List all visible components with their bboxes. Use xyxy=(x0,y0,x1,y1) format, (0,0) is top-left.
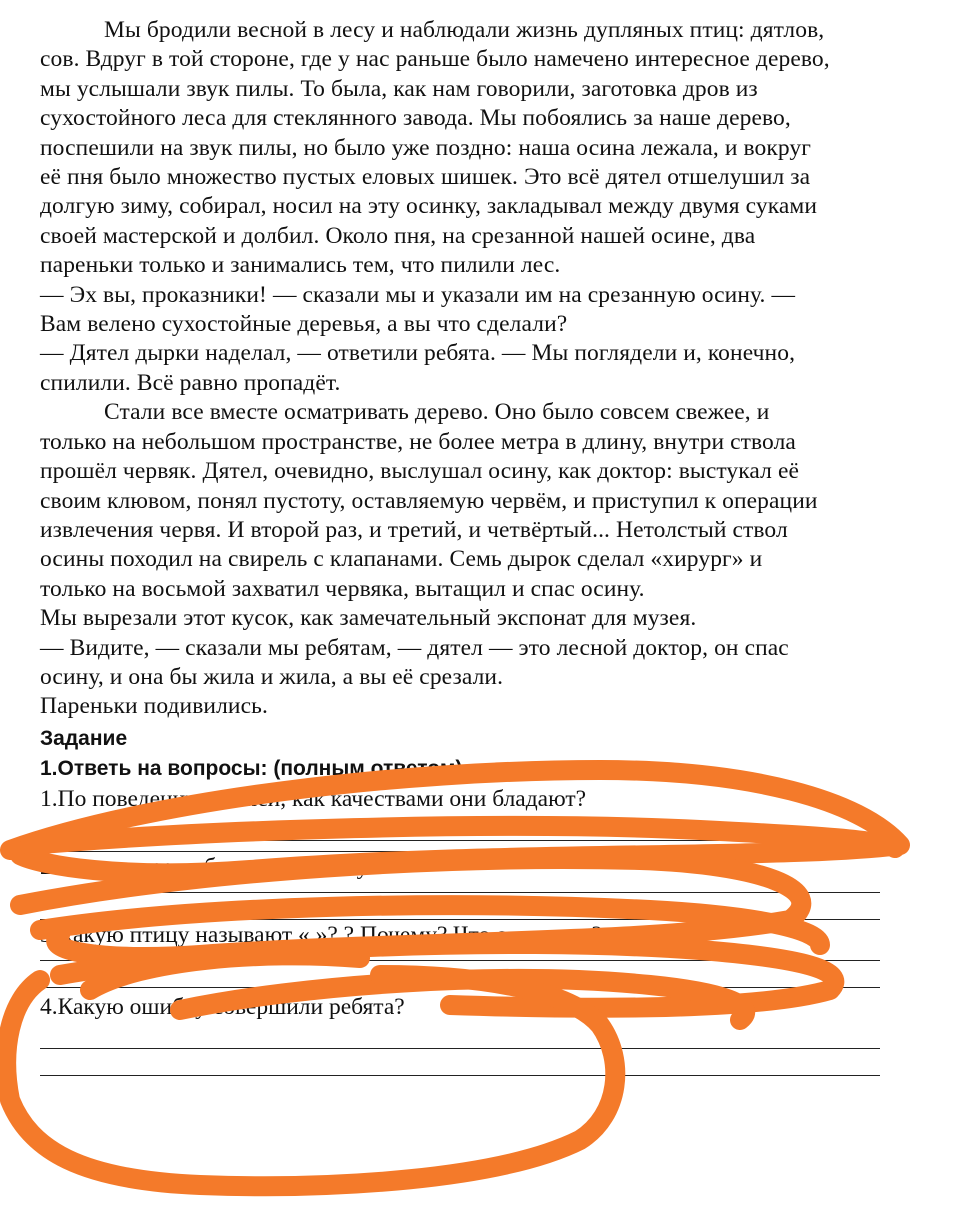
story-paragraph-3 xyxy=(40,339,930,398)
text-line: долгую зиму, собирал, носил на эту осинку, закладывал между двумя суками xyxy=(40,193,818,220)
story-paragraph-2 xyxy=(40,281,930,340)
answer-line xyxy=(40,893,880,920)
text-line: поспешили на звук пилы, но было уже поздно: наша осина лежала, и вокруг xyxy=(40,134,812,161)
answer-line xyxy=(40,961,880,988)
text-line: осину, и она бы жила и жила, а вы её срезали. xyxy=(40,663,504,690)
text-line: прошёл червяк. Дятел, очевидно, выслушал осину, как доктор: выстукал её xyxy=(40,458,800,485)
task-subtitle: 1.Ответь на вопросы: (полным ответом) xyxy=(40,756,463,780)
text-line: пареньки только и занимались тем, что пилили лес. xyxy=(40,252,561,279)
text-line: своей мастерской и долбил. Около пня, на срезанной нашей осине, два xyxy=(40,222,756,249)
answer-line xyxy=(40,841,880,852)
text-line: Вам велено сухостойные деревья, а вы что сделали? xyxy=(40,311,568,338)
text-line: только на восьмой захватил червяка, вытащил и спас осину. xyxy=(40,575,645,602)
text-line: её пня было множество пустых еловых шишек. Это всё дятел отшелушил за xyxy=(40,164,811,191)
text-line: — Дятел дырки наделал, — ответили ребята. — Мы поглядели и, конечно, xyxy=(40,340,796,367)
answer-line xyxy=(40,1022,880,1049)
text-line: Пареньки подивились. xyxy=(40,693,268,720)
answer-line xyxy=(40,950,880,961)
document-page xyxy=(40,16,930,1076)
text-line: извлечения червя. И второй раз, и третий, и четвёртый... Нетолстый ствол xyxy=(40,516,788,543)
answer-line xyxy=(40,1049,880,1076)
text-line: мы услышали звук пилы. То была, как нам говорили, заготовка дров из xyxy=(40,75,758,102)
text-line: — Эх вы, проказники! — сказали мы и указали им на срезанную осину. — xyxy=(40,281,796,308)
text-line: сов. Вдруг в той стороне, где у нас раньше было намечено интересное дерево, xyxy=(40,46,830,73)
question-3: 3.Какую птицу называют « »? ? Почему? Что он делает? xyxy=(40,921,603,948)
question-1: 1.По поведению , описи, как качествами они бладают? xyxy=(40,785,587,812)
text-line: только на небольшом пространстве, не более метра в длину, внутри ствола xyxy=(40,428,796,455)
text-line: Стали все вместе осматривать дерево. Оно было совсем свежее, и xyxy=(104,399,770,426)
story-paragraph-5 xyxy=(40,604,930,633)
text-line: спилили. Всё равно пропадёт. xyxy=(40,369,341,396)
question-4: 4.Какую ошибку совершили ребята? xyxy=(40,993,405,1020)
text-line: осины походил на свирель с клапанами. Семь дырок сделал «хирург» и xyxy=(40,546,763,573)
text-line: своим клювом, понял пустоту, оставляемую червём, и приступил к операции xyxy=(40,487,818,514)
question-2: 2.В какое время бродили по лесу? xyxy=(40,853,379,880)
text-line: сухостойного леса для стеклянного завода. Мы побоялись за наше дерево, xyxy=(40,105,791,132)
text-line: Мы вырезали этот кусок, как замечательный экспонат для музея. xyxy=(40,605,697,632)
text-line: — Видите, — сказали мы ребятам, — дятел — это лесной доктор, он спас xyxy=(40,634,789,661)
story-paragraph-4 xyxy=(40,398,930,604)
text-line: Мы бродили весной в лесу и наблюдали жизнь дупляных птиц: дятлов, xyxy=(104,17,825,43)
task-title: Задание xyxy=(40,726,128,750)
answer-line xyxy=(40,814,880,841)
story-paragraph-7 xyxy=(40,692,930,721)
story-paragraph-1 xyxy=(40,16,930,281)
story-paragraph-6 xyxy=(40,634,930,693)
answer-line xyxy=(40,882,880,893)
